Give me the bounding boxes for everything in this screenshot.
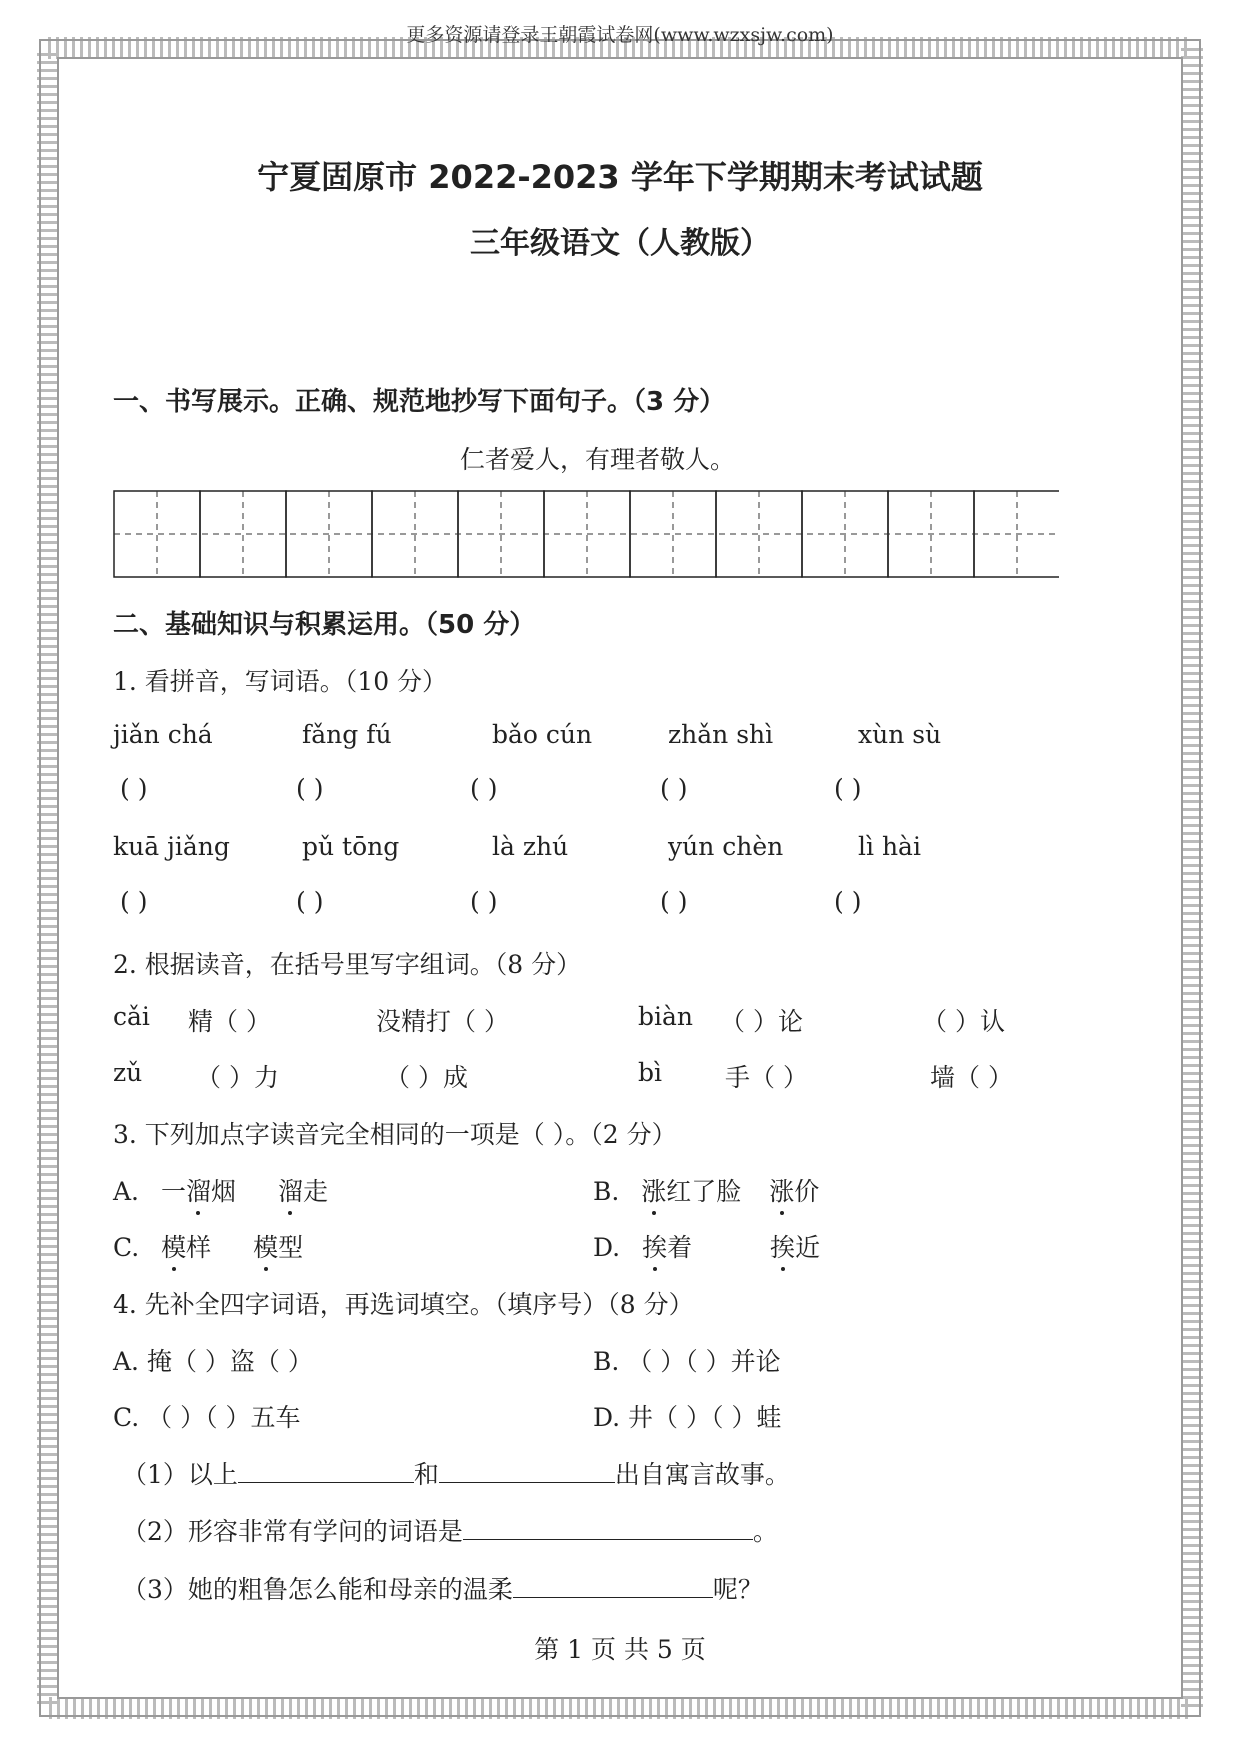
pinyin-7: pǔ tōng bbox=[302, 832, 400, 861]
answer-blank[interactable]: ( ) bbox=[296, 887, 324, 916]
answer-blank[interactable]: ( ) bbox=[470, 774, 498, 803]
dotted-char: 溜 bbox=[186, 1172, 211, 1208]
q2-pinyin-bi: bì bbox=[638, 1058, 662, 1087]
q2-item[interactable]: 没精打（ ） bbox=[376, 1007, 509, 1036]
pinyin-4: zhǎn shì bbox=[668, 720, 774, 749]
page-footer: 第 1 页 共 5 页 bbox=[534, 1635, 706, 1664]
pinyin-5: xùn sù bbox=[858, 720, 942, 749]
q3-option-b[interactable]: B. 涨红了脸 涨价 bbox=[593, 1172, 819, 1208]
q2-item[interactable]: （ ）认 bbox=[922, 1007, 1005, 1036]
q2-item[interactable]: （ ）成 bbox=[385, 1063, 468, 1092]
answer-blank[interactable]: ( ) bbox=[660, 887, 688, 916]
dotted-char: 挨 bbox=[642, 1228, 667, 1264]
option-letter: B. bbox=[593, 1177, 620, 1206]
dotted-char: 挨 bbox=[770, 1228, 795, 1264]
pinyin-9: yún chèn bbox=[668, 832, 784, 861]
option-letter: D. bbox=[593, 1233, 621, 1262]
answer-blank[interactable]: ( ) bbox=[470, 887, 498, 916]
answer-blank[interactable]: ( ) bbox=[120, 887, 148, 916]
q4-sub3: （3）她的粗鲁怎么能和母亲的温柔 呢？ bbox=[122, 1575, 763, 1604]
q2-item[interactable]: 手（ ） bbox=[725, 1063, 808, 1092]
q4-option-b[interactable]: B. （ ）（ ）并论 bbox=[593, 1347, 781, 1376]
answer-blank[interactable]: ( ) bbox=[296, 774, 324, 803]
answer-blank[interactable]: ( ) bbox=[834, 887, 862, 916]
dotted-char: 涨 bbox=[769, 1172, 794, 1208]
q4-sub2: （2）形容非常有学问的词语是 。 bbox=[122, 1517, 778, 1546]
q1-prompt: 1. 看拼音，写词语。（10 分） bbox=[113, 667, 448, 696]
q2-prompt: 2. 根据读音，在括号里写字组词。（8 分） bbox=[113, 950, 582, 979]
exam-subtitle: 三年级语文（人教版） bbox=[470, 226, 770, 261]
q2-pinyin-cai: cǎi bbox=[113, 1002, 150, 1031]
section1-heading: 一、书写展示。正确、规范地抄写下面句子。（3 分） bbox=[113, 387, 726, 417]
q4-option-d[interactable]: D. 井（ ）（ ）蛙 bbox=[593, 1403, 782, 1432]
answer-blank[interactable]: ( ) bbox=[120, 774, 148, 803]
pinyin-3: bǎo cún bbox=[492, 720, 593, 749]
pinyin-2: fǎng fú bbox=[302, 720, 392, 749]
section2-heading: 二、基础知识与积累运用。（50 分） bbox=[113, 610, 536, 640]
fill-blank[interactable] bbox=[513, 1575, 713, 1598]
q4-prompt: 4. 先补全四字词语，再选词填空。（填序号）（8 分） bbox=[113, 1290, 694, 1319]
dotted-char: 模 bbox=[161, 1228, 186, 1264]
copy-sentence: 仁者爱人，有理者敬人。 bbox=[460, 445, 736, 474]
q4-sub1: （1）以上 和 出自寓言故事。 bbox=[122, 1460, 790, 1489]
answer-blank[interactable]: ( ) bbox=[834, 774, 862, 803]
dotted-char: 涨 bbox=[641, 1172, 666, 1208]
q4-option-c[interactable]: C. （ ）（ ）五车 bbox=[113, 1403, 301, 1432]
pinyin-6: kuā jiǎng bbox=[113, 832, 230, 861]
q2-item[interactable]: 精（ ） bbox=[188, 1007, 271, 1036]
q3-prompt: 3. 下列加点字读音完全相同的一项是（ ）。（2 分） bbox=[113, 1120, 677, 1149]
fill-blank[interactable] bbox=[463, 1517, 753, 1540]
q3-option-a[interactable]: A. 一溜烟 溜走 bbox=[113, 1172, 328, 1208]
q2-pinyin-bian: biàn bbox=[638, 1002, 694, 1031]
fill-blank[interactable] bbox=[238, 1460, 414, 1483]
dotted-char: 模 bbox=[253, 1228, 278, 1264]
q2-item[interactable]: （ ）论 bbox=[720, 1007, 803, 1036]
q2-item[interactable]: （ ）力 bbox=[196, 1063, 279, 1092]
q4-option-a[interactable]: A. 掩（ ）盗（ ） bbox=[113, 1347, 313, 1376]
page-header: 更多资源请登录王朝霞试卷网(www.wzxsjw.com) bbox=[406, 24, 834, 46]
option-letter: A. bbox=[113, 1177, 140, 1206]
q3-option-d[interactable]: D. 挨着 挨近 bbox=[593, 1228, 820, 1264]
fill-blank[interactable] bbox=[439, 1460, 615, 1483]
option-letter: C. bbox=[113, 1233, 140, 1262]
writing-grid[interactable] bbox=[113, 490, 1059, 578]
q3-option-c[interactable]: C. 模样 模型 bbox=[113, 1228, 303, 1264]
dotted-char: 溜 bbox=[278, 1172, 303, 1208]
pinyin-1: jiǎn chá bbox=[113, 720, 213, 749]
pinyin-8: là zhú bbox=[492, 832, 569, 861]
answer-blank[interactable]: ( ) bbox=[660, 774, 688, 803]
pinyin-10: lì hài bbox=[858, 832, 921, 861]
q2-item[interactable]: 墙（ ） bbox=[930, 1063, 1013, 1092]
q2-pinyin-zu: zǔ bbox=[113, 1058, 143, 1087]
exam-title: 宁夏固原市 2022-2023 学年下学期期末考试试题 bbox=[257, 158, 983, 196]
